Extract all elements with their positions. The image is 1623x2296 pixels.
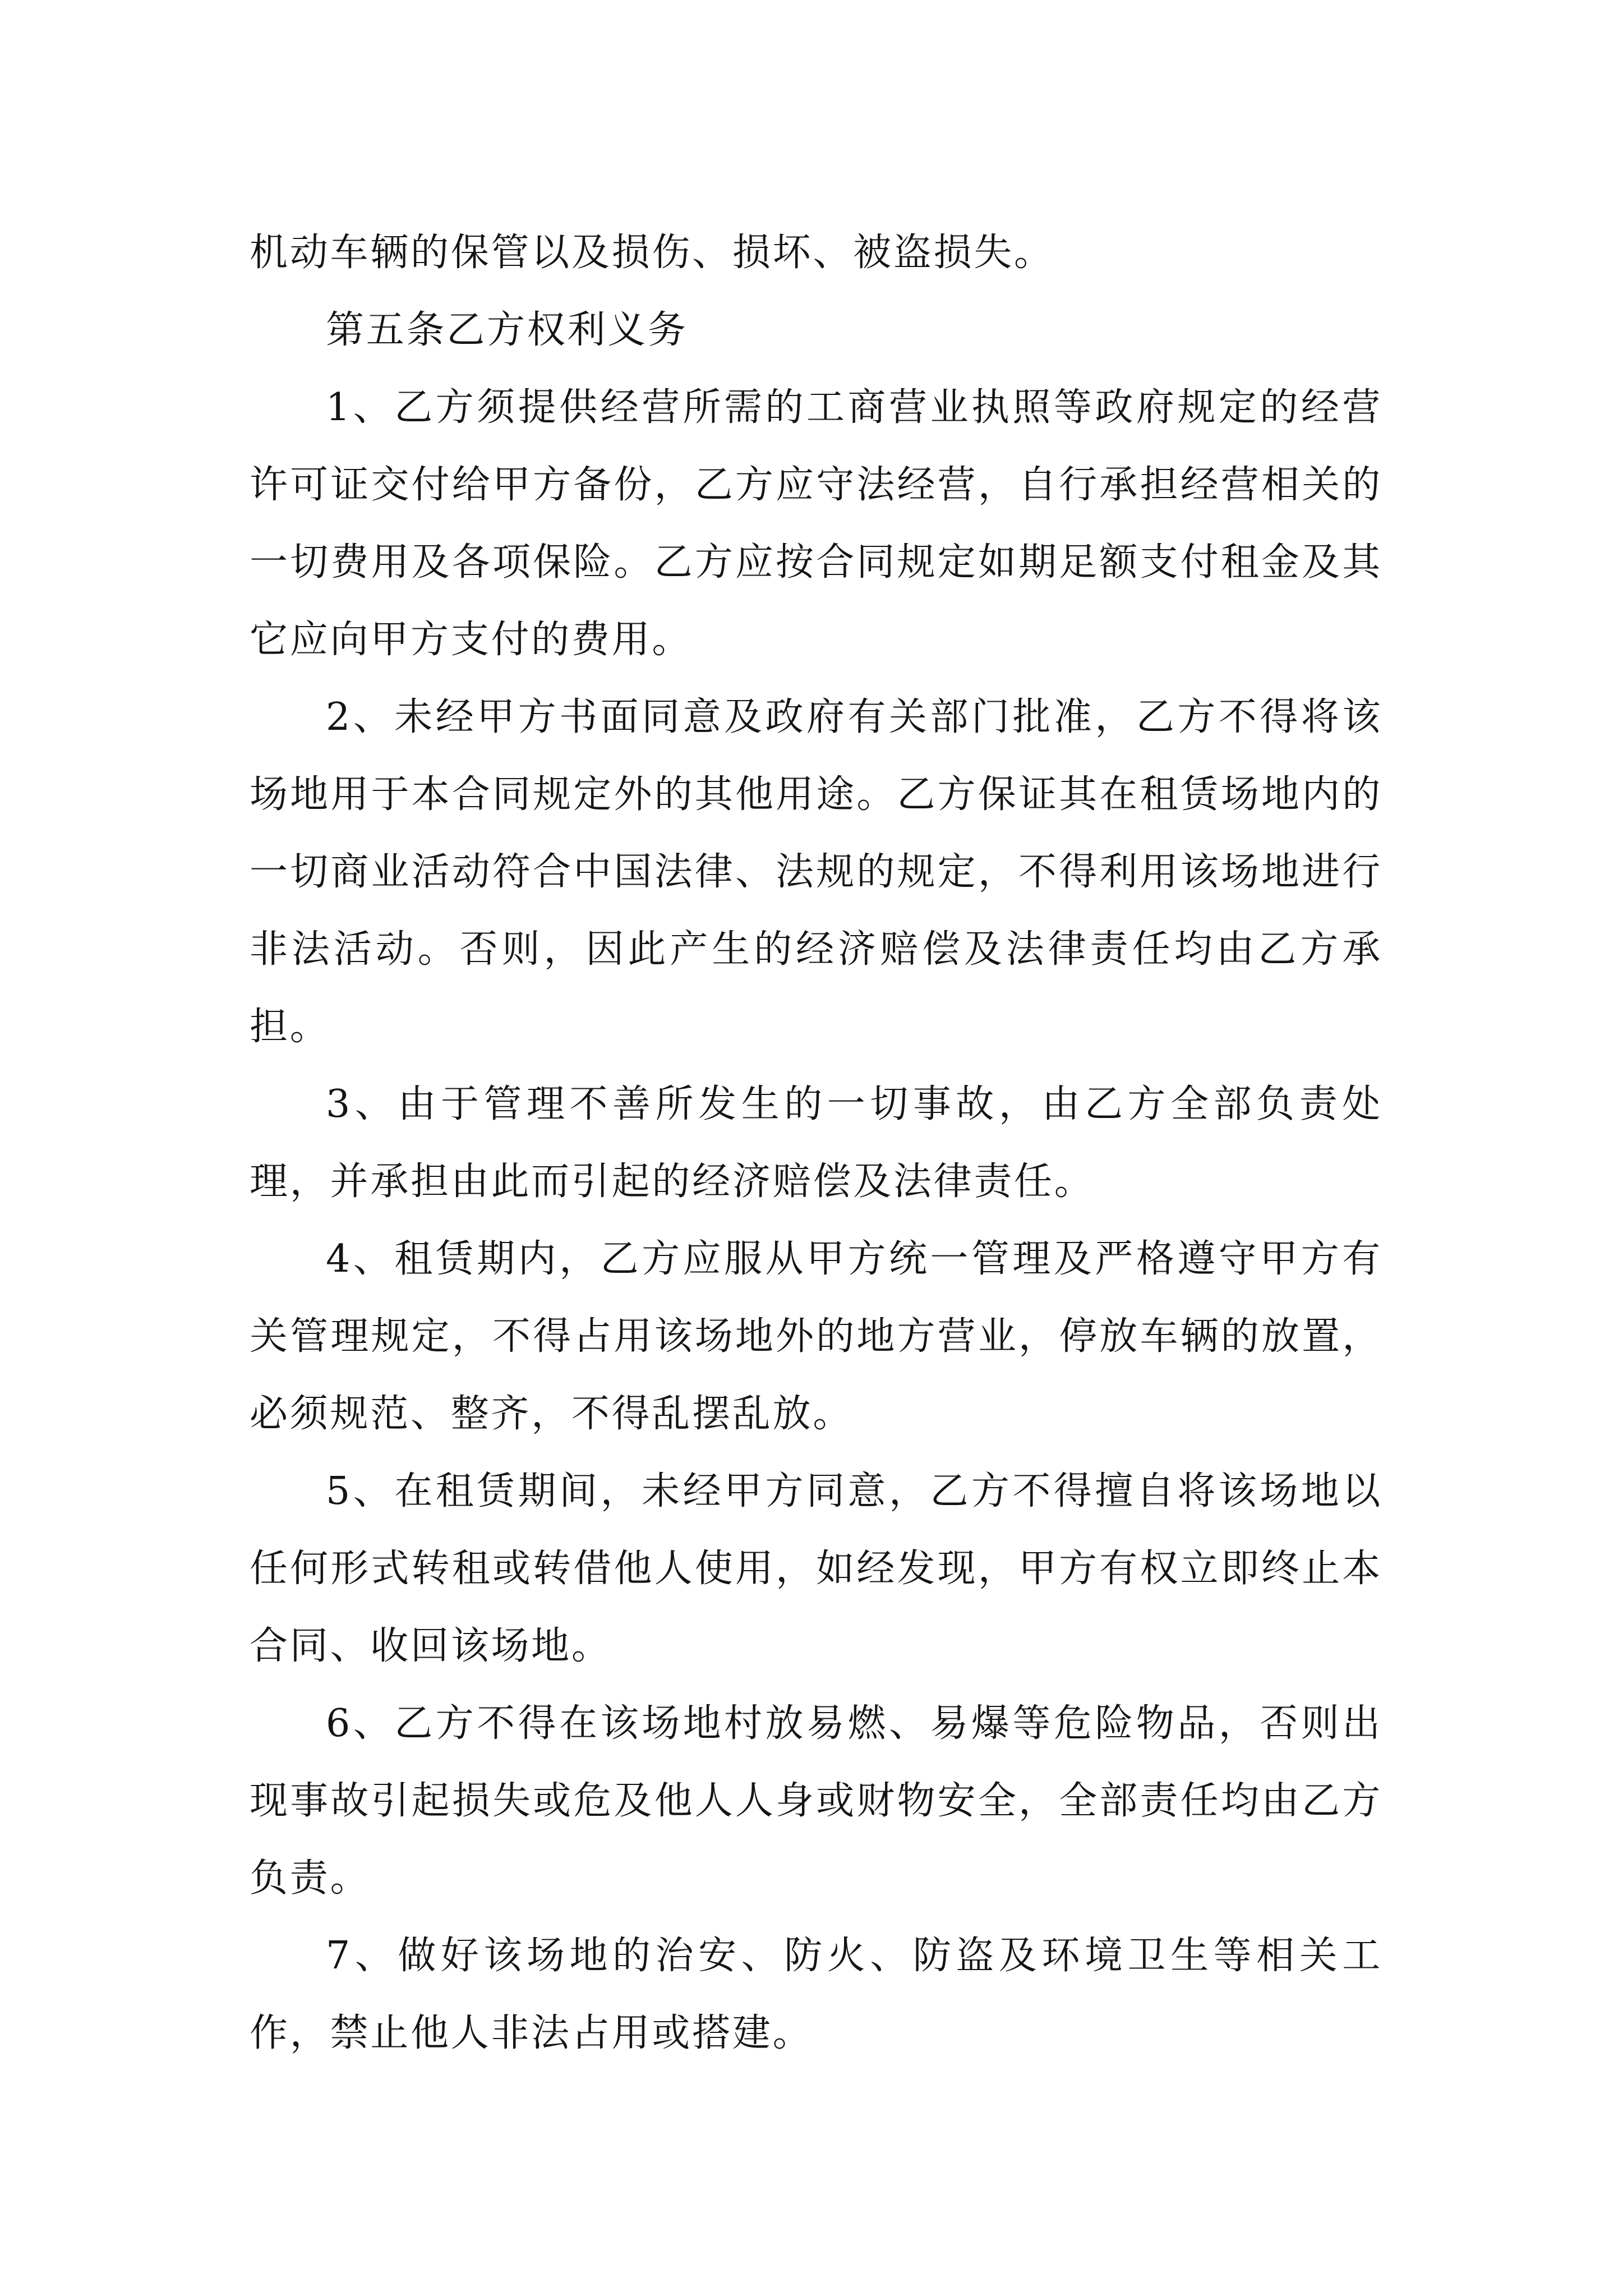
clause-3: 3、由于管理不善所发生的一切事故，由乙方全部负责处理，并承担由此而引起的经济赔偿及法律责任。 (250, 1082, 1382, 1204)
clause-5: 5、在租赁期间，未经甲方同意，乙方不得擅自将该场地以任何形式转租或转借他人使用，如经发现，甲方有权立即终止本合同、收回该场地。 (250, 1469, 1382, 1668)
clause-2: 2、未经甲方书面同意及政府有关部门批准，乙方不得将该场地用于本合同规定外的其他用途。乙方保证其在租赁场地内的一切商业活动符合中国法律、法规的规定，不得利用该场地进行非法活动。否则，因此产生的经济赔偿及法律责任均由乙方承担。 (250, 695, 1382, 1049)
article-heading: 第五条乙方权利义务 (326, 308, 688, 352)
clause-7: 7、做好该场地的治安、防火、防盗及环境卫生等相关工作，禁止他人非法占用或搭建。 (250, 1934, 1382, 2055)
clause-6: 6、乙方不得在该场地村放易燃、易爆等危险物品，否则出现事故引起损失或危及他人人身或财物安全，全部责任均由乙方负责。 (250, 1701, 1382, 1901)
clause-1: 1、乙方须提供经营所需的工商营业执照等政府规定的经营许可证交付给甲方备份，乙方应守法经营，自行承担经营相关的一切费用及各项保险。乙方应按合同规定如期足额支付租金及其它应向甲方支付的费用。 (250, 385, 1382, 662)
clause-4: 4、租赁期内，乙方应服从甲方统一管理及严格遵守甲方有关管理规定，不得占用该场地外的地方营业，停放车辆的放置，必须规范、整齐，不得乱摆乱放。 (250, 1237, 1382, 1436)
paragraph-continuation: 机动车辆的保管以及损伤、损坏、被盗损失。 (250, 231, 1054, 275)
document-body (250, 214, 1382, 2072)
